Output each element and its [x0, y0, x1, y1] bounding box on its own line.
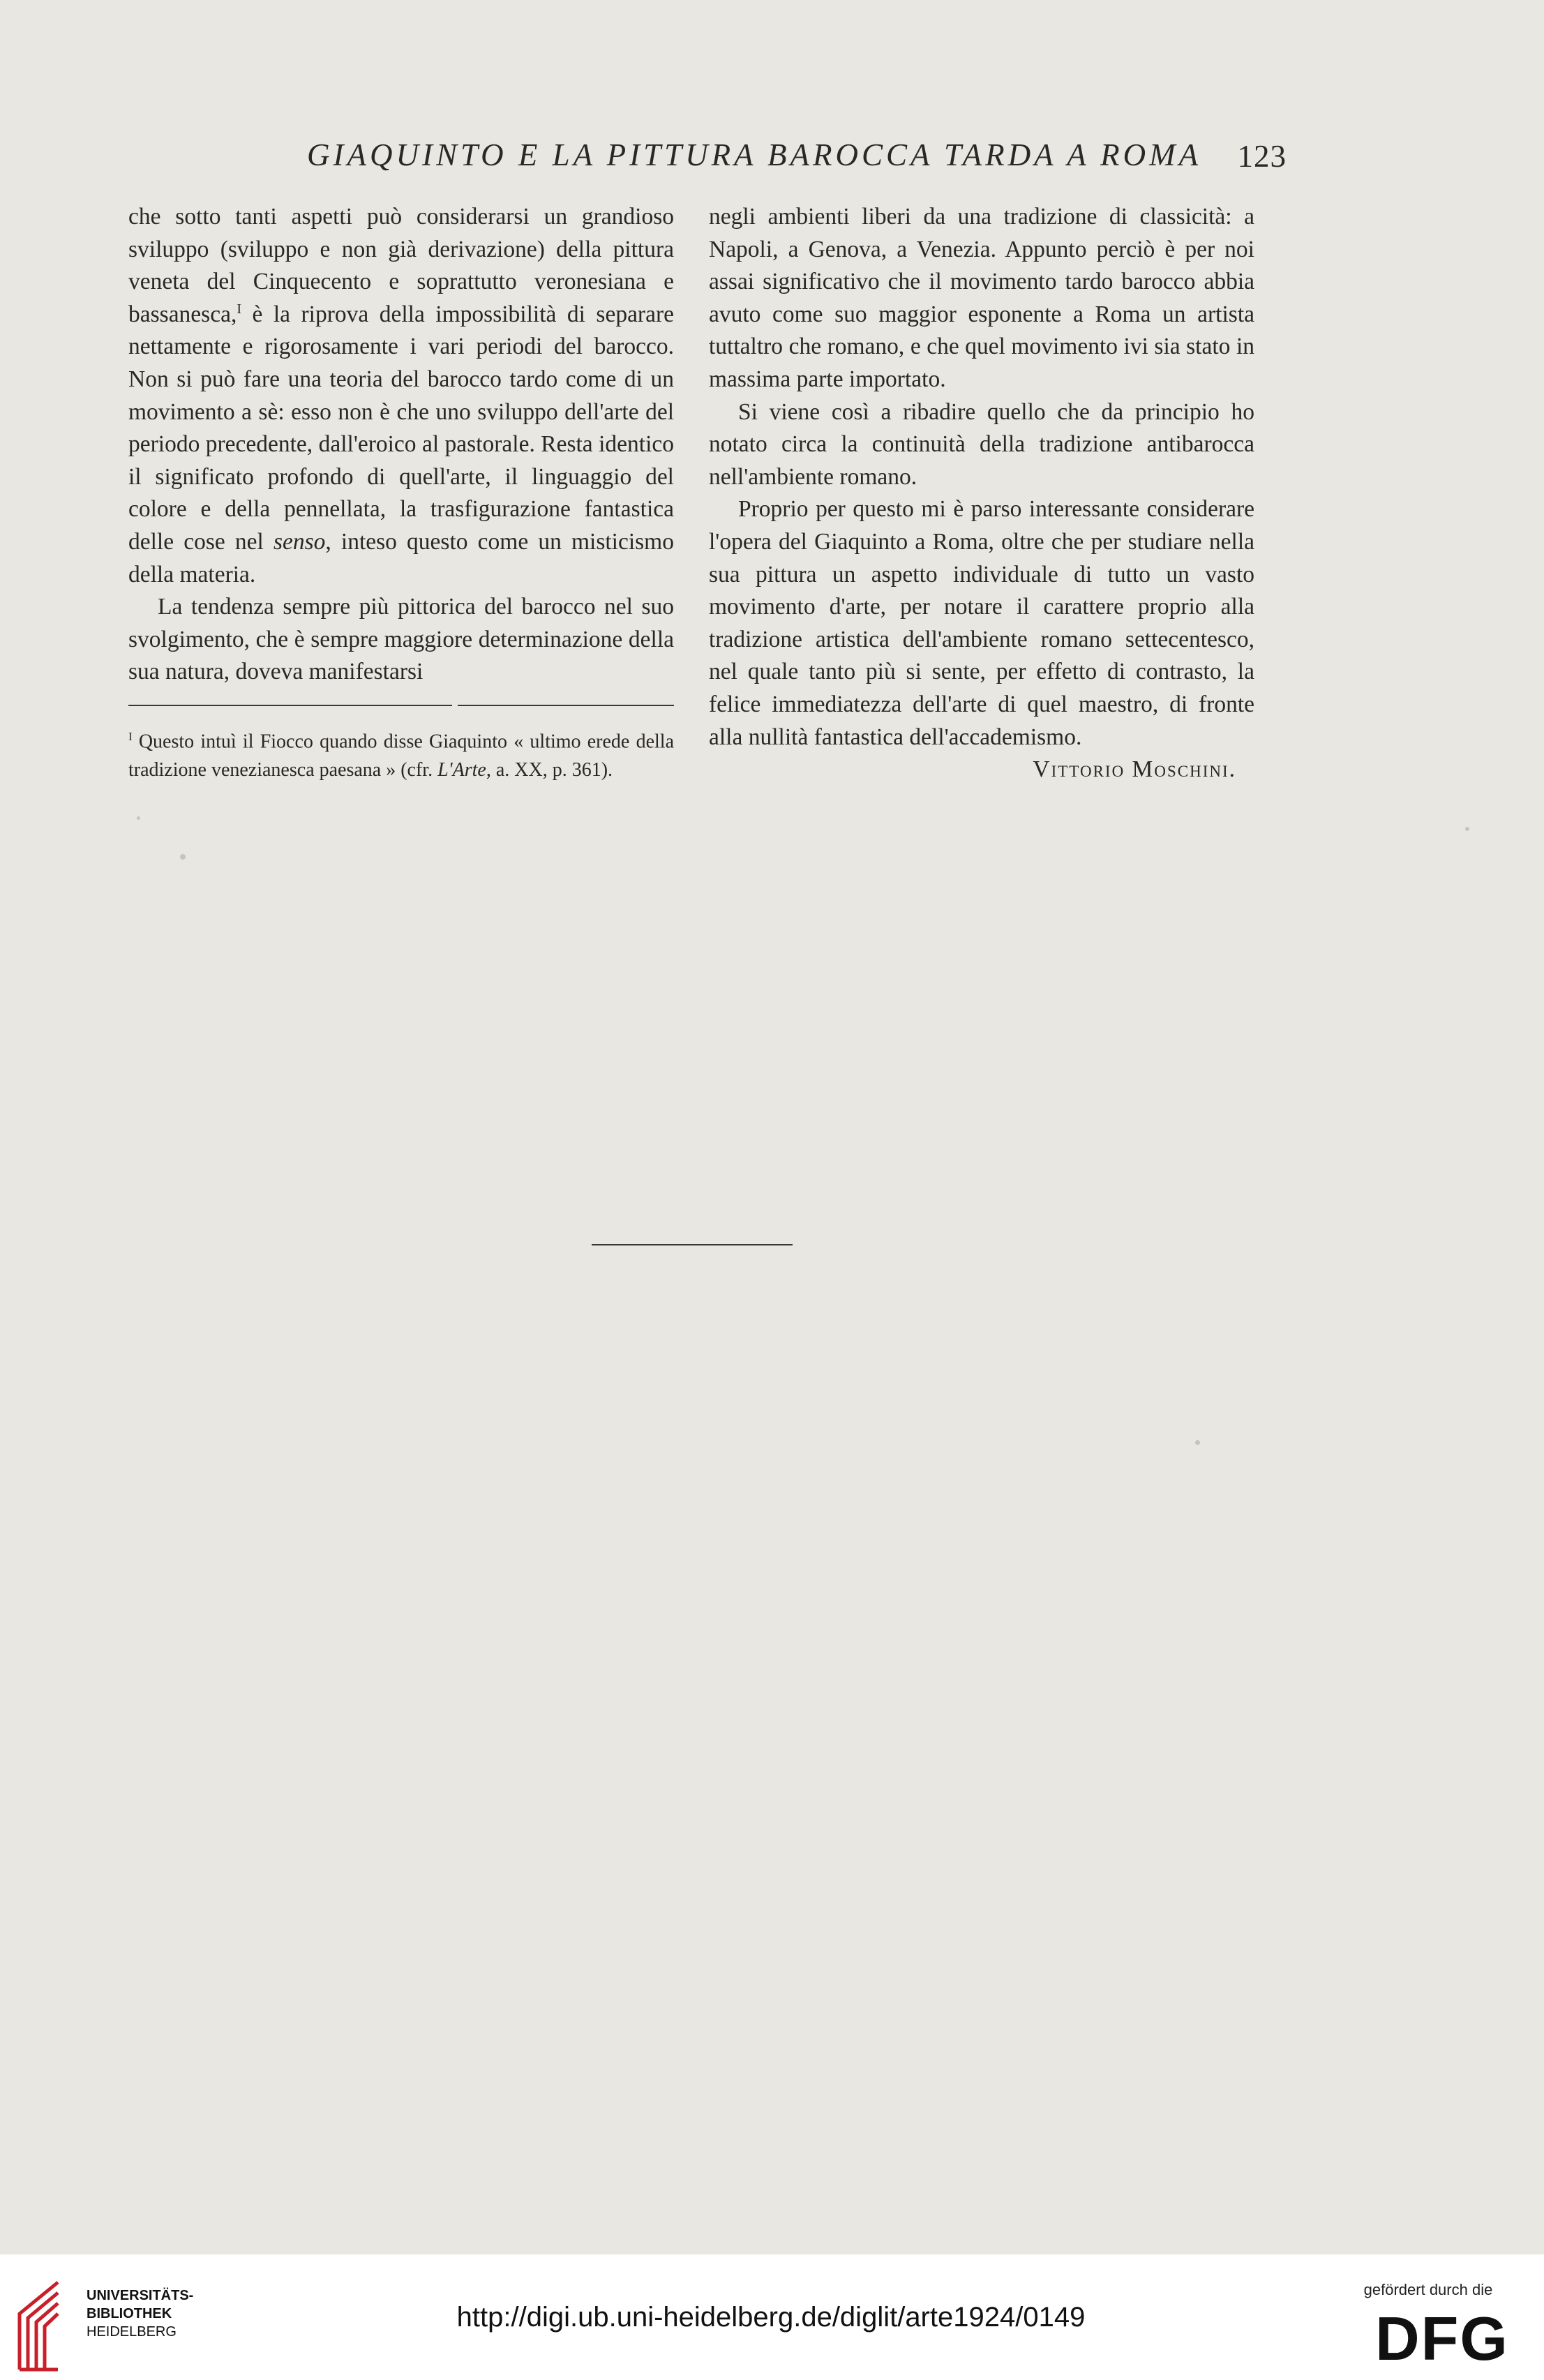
ub-heidelberg-logo-icon [6, 2272, 75, 2377]
footnote [128, 723, 674, 784]
footnote-emphasis: L'Arte [437, 758, 486, 781]
section-end-rule [592, 1244, 793, 1245]
library-name [87, 2287, 193, 2341]
paper-spot [1465, 827, 1469, 831]
footnote-reference: I [237, 301, 242, 317]
right-paragraph-2: Si viene così a ribadire quello che da principio ho notato circa la continuità della tradizione antibarocca nell'ambiente romano. [709, 398, 1254, 490]
page-number: 123 [1237, 139, 1287, 174]
library-name-line-1: UNIVERSITÄTS- [87, 2288, 194, 2303]
footnote-text-b: , a. XX, p. 361). [486, 758, 613, 781]
author-signature: Vittorio Moschini. [1033, 756, 1236, 783]
paper-spot [180, 854, 186, 860]
running-title: GIAQUINTO E LA PITTURA BAROCCA TARDA A ROMA [307, 137, 1202, 172]
digitization-footer [0, 2254, 1544, 2380]
left-p1-text-b: è la riprova della impossibilità di separare nettamente e rigorosamente i vari periodi del barocco. Non si può fare una teoria del barocco tardo come di un movimento a sè: esso non è che uno sviluppo dell'arte del periodo precedente, dall'eroico al pastorale. Resta identico il significato profondo di quell'arte, il linguaggio del colore e della pennellata, la trasfigurazione fantastica delle cose nel [128, 301, 674, 555]
left-paragraph-2: La tendenza sempre più pittorica del barocco nel suo svolgimento, che è sempre maggiore determinazione della sua natura, doveva manifestarsi [128, 594, 674, 685]
left-p1-emphasis: senso [273, 528, 326, 555]
footnote-rule-right [458, 705, 674, 706]
right-paragraph-3: Proprio per questo mi è parso interessante considerare l'opera del Giaquinto a Roma, oltre che per studiare nella sua pittura un aspetto individuale di tutto un vasto movimento d'arte, per notare il carattere proprio alla tradizione artistica dell'ambiente romano settecentesco, nel quale tanto più si sente, per effetto di contrasto, la felice immediatezza dell'arte di quel maestro, di fronte alla nullità fantastica dell'accademismo. [709, 496, 1254, 750]
right-column [709, 201, 1254, 786]
footnote-rule-left [128, 705, 452, 706]
right-paragraph-1: negli ambienti liberi da una tradizione di classicità: a Napoli, a Genova, a Venezia. Appunto perciò è per noi assai significativo che il movimento tardo barocco abbia avuto come suo maggior esponente a Roma un artista tuttaltro che romano, e che quel movimento ivi sia stato in massima parte importato. [709, 204, 1254, 392]
permalink-url[interactable]: http://digi.ub.uni-heidelberg.de/diglit/arte1924/0149 [456, 2302, 1086, 2333]
paper-spot [1195, 1440, 1200, 1445]
left-paragraph-1 [128, 201, 674, 591]
left-p1-text-c: , inteso questo come un misticismo della materia. [128, 528, 674, 587]
library-name-line-2: BIBLIOTHEK [87, 2306, 172, 2321]
paper-spot [137, 816, 140, 820]
footnote-text-a: Questo intuì il Fiocco quando disse Giaquinto « ultimo erede della tradizione venezianesca paesana » (cfr. [128, 731, 674, 781]
footnote-mark: I [128, 730, 133, 743]
funded-by-label: gefördert durch die [1363, 2281, 1493, 2298]
library-name-line-3: HEIDELBERG [87, 2324, 177, 2340]
dfg-logo: DFG [1375, 2304, 1509, 2373]
left-p1-text-a: che sotto tanti aspetti può considerarsi un grandioso sviluppo (sviluppo e non già derivazione) della pittura veneta del Cinquecento e soprattutto veronesiana e bassanesca, [128, 204, 674, 327]
left-column [128, 201, 674, 689]
